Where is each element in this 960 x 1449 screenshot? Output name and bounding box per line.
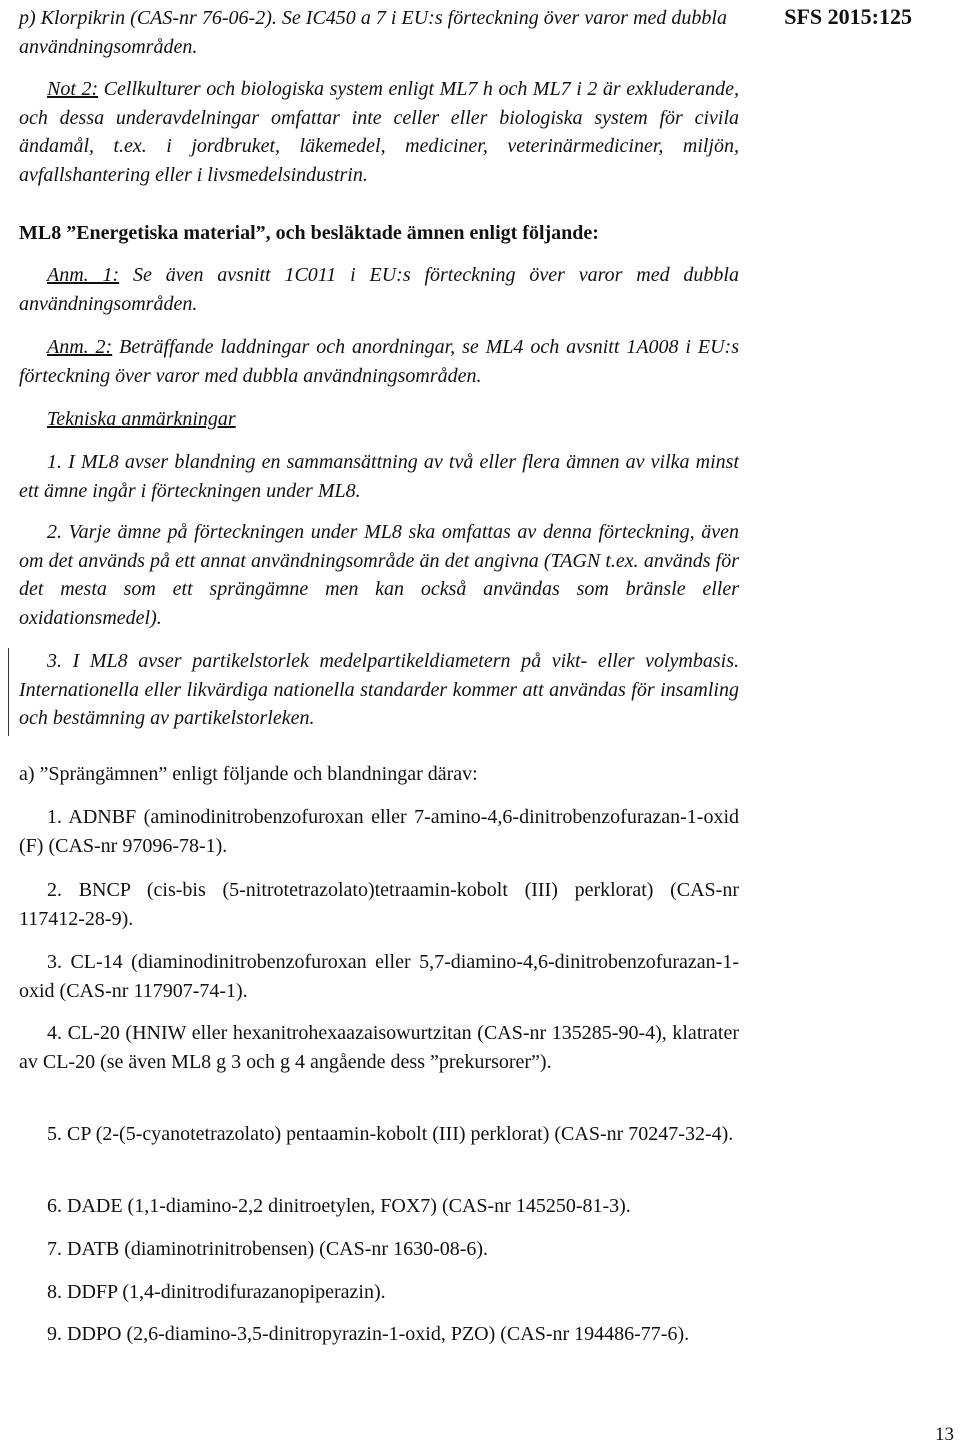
list-item-9: 9. DDPO (2,6-diamino-3,5-dinitropyrazin-1-oxid, PZO) (CAS-nr 194486-77-6).: [47, 1323, 690, 1345]
tech-note-1: 1. I ML8 avser blandning en sammansättning av två eller flera ämnen av vilka minst ett ämne ingår i förteckningen under ML8.: [19, 451, 739, 502]
tech-note-3: 3. I ML8 avser partikelstorlek medelpartikeldiametern på vikt- eller volymbasis. Internationella eller likvärdiga nationella standarder kommer att användas för insamling och bestämning av partikelstorleken.: [19, 650, 739, 729]
list-item-6: 6. DADE (1,1-diamino-2,2 dinitroetylen, FOX7) (CAS-nr 145250-81-3).: [47, 1195, 631, 1217]
anm1-label: Anm. 1:: [47, 264, 120, 286]
page-number: 13: [935, 1424, 954, 1445]
section-a-heading: a) ”Sprängämnen” enligt följande och blandningar därav:: [19, 763, 478, 785]
not2-text: Cellkulturer och biologiska system enligt ML7 h och ML7 i 2 är exkluderande, och dessa underavdelningar omfattar inte celler eller biologiska system för civila ändamål, t.ex. i jordbruket, läkemedel, mediciner, veterinärmediciner, miljön, avfallshantering eller i livsmedelsindustrin.: [19, 78, 739, 186]
list-item-5: 5. CP (2-(5-cyanotetrazolato) pentaamin-kobolt (III) perklorat) (CAS-nr 70247-32-4).: [47, 1123, 734, 1145]
list-item-7: 7. DATB (diaminotrinitrobensen) (CAS-nr 1630-08-6).: [47, 1238, 489, 1260]
not2-label: Not 2:: [47, 78, 99, 100]
anm2-paragraph: [19, 333, 739, 390]
klorpikrin-paragraph: p) Klorpikrin (CAS-nr 76-06-2). Se IC450 a 7 i EU:s förteckning över varor med dubbla användningsområden.: [19, 7, 727, 58]
list-item-1: 1. ADNBF (aminodinitrobenzofuroxan eller 7-amino-4,6-dinitrobenzofurazan-1-oxid (F) (CAS-nr 97096-78-1).: [19, 806, 739, 857]
list-item-4: 4. CL-20 (HNIW eller hexanitrohexaazaisowurtzitan (CAS-nr 135285-90-4), klatrater av CL-20 (se även ML8 g 3 och g 4 angående dess ”prekursorer”).: [19, 1022, 739, 1073]
change-bar: [8, 648, 9, 736]
anm2-text: Beträffande laddningar och anordningar, se ML4 och avsnitt 1A008 i EU:s förteckning över varor med dubbla användningsområden.: [19, 336, 739, 387]
sfs-number: SFS 2015:125: [784, 4, 912, 29]
tech-heading: Tekniska anmärkningar: [47, 408, 236, 430]
ml8-heading: ML8 ”Energetiska material”, och besläktade ämnen enligt följande:: [19, 222, 599, 244]
list-item-3: 3. CL-14 (diaminodinitrobenzofuroxan eller 5,7-diamino-4,6-dinitrobenzofurazan-1-oxid (CAS-nr 117907-74-1).: [19, 951, 739, 1002]
tech-note-2: 2. Varje ämne på förteckningen under ML8 ska omfattas av denna förteckning, även om det används på ett annat användningsområde än det angivna (TAGN t.ex. används för det mesta som ett sprängämne men kan också användas som bränsle eller oxidationsmedel).: [19, 521, 739, 629]
anm2-label: Anm. 2:: [47, 336, 113, 358]
anm1-text: Se även avsnitt 1C011 i EU:s förteckning över varor med dubbla användningsområden.: [19, 264, 739, 315]
not2-paragraph: [19, 75, 739, 189]
list-item-2: 2. BNCP (cis-bis (5-nitrotetrazolato)tetraamin-kobolt (III) perklorat) (CAS-nr 117412-28-9).: [19, 879, 739, 930]
list-item-8: 8. DDFP (1,4-dinitrodifurazanopiperazin).: [47, 1281, 386, 1303]
anm1-paragraph: [19, 261, 739, 318]
